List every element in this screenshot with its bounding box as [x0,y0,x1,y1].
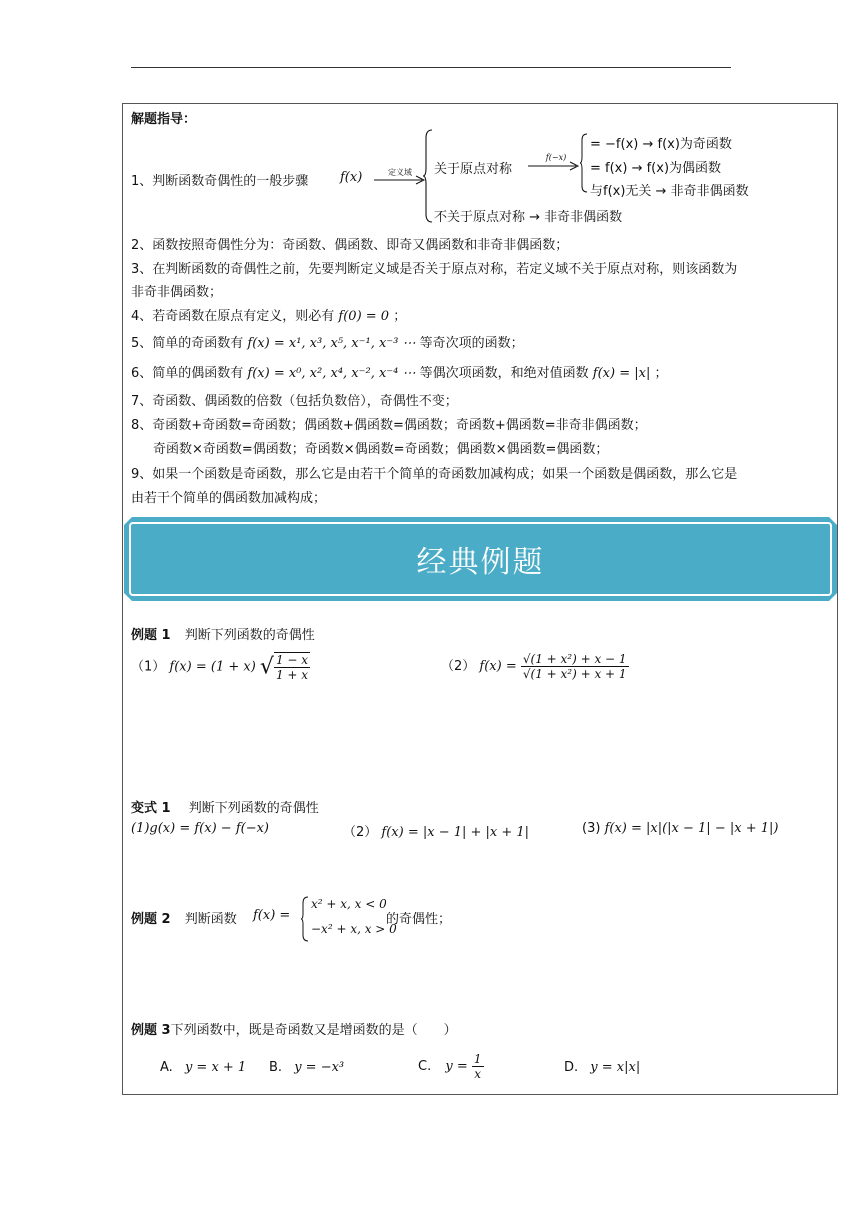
example-1-part-2-number: （2） [441,659,476,674]
guide-item-5 [131,332,524,351]
variant-1-part-2-number: （2） [343,825,378,840]
guide-branch-not-symmetric: 不关于原点对称 → 非奇非偶函数 [434,210,623,225]
guide-branch-arrow [526,161,584,171]
example-2-lhs: f(x) = [253,908,291,923]
example-3-label: 例题 3 [131,1023,171,1038]
example-2-label: 例题 2 [131,912,171,927]
example-2-brace [300,895,310,943]
guide-item-6-middle: 等偶次项函数，和绝对值函数 [419,366,589,381]
example-1-part-2-lhs: f(x) = [479,659,517,674]
option-c-label: C. [418,1059,432,1074]
example-1-heading [131,624,315,643]
section-banner [124,517,837,601]
example-3-heading [131,1019,457,1038]
option-d-formula: y = x|x| [590,1060,641,1075]
guide-item-3-line2: 非奇非偶函数； [131,285,223,300]
example-3-option-c[interactable] [418,1052,484,1081]
guide-item-5-formula: f(x) = x¹, x³, x⁵, x⁻¹, x⁻³ ⋯ [247,336,416,351]
guide-item-6-prefix: 6、简单的偶函数有 [131,366,244,381]
guide-case-odd: = −f(x) → f(x)为奇函数 [590,137,732,152]
variant-1-part-2-formula: f(x) = |x − 1| + |x + 1| [381,825,530,840]
guide-item-2: 2、函数按照奇偶性分为：奇函数、偶函数、即奇又偶函数和非奇非偶函数； [131,238,569,253]
guide-item-8-line2: 奇函数×奇函数=偶函数；奇函数×偶函数=奇函数；偶函数×偶函数=偶函数； [153,442,609,457]
guide-item-6 [131,362,668,381]
example-3-prompt: 下列函数中，既是奇函数又是增函数的是（ ） [170,1023,457,1038]
example-1-part-1 [131,652,310,682]
guide-item-6-suffix: ； [654,366,668,381]
radical-sign: √ [259,654,274,680]
guide-item-4-prefix: 4、若奇函数在原点有定义，则必有 [131,309,335,324]
example-1-part-2-fraction [521,652,629,681]
example-1-part-1-lhs: f(x) = (1 + x) [169,659,256,675]
variant-1-part-3 [582,821,778,836]
option-b-formula: y = −x³ [294,1060,345,1075]
example-1-part-1-fraction [274,652,310,682]
option-c-denominator: x [474,1067,482,1081]
variant-1-label: 变式 1 [131,801,171,816]
example-1-label: 例题 1 [131,628,171,643]
guide-item-4-suffix: ； [393,309,407,324]
guide-big-brace [422,128,434,224]
option-c-lhs: y = [445,1059,468,1074]
example-2-suffix: 的奇偶性； [386,912,452,927]
guide-step1-prefix: 1、判断函数奇偶性的一般步骤 [131,174,309,189]
guide-branch-symmetric: 关于原点对称 [434,162,513,177]
option-a-label: A. [160,1060,173,1075]
option-a-formula: y = x + 1 [184,1060,247,1075]
guide-case-none: 与f(x)无关 → 非奇非偶函数 [590,184,749,199]
guide-item-4 [131,305,406,324]
guide-item-6-formula: f(x) = x⁰, x², x⁴, x⁻², x⁻⁴ ⋯ [247,366,416,381]
guide-item-7: 7、奇函数、偶函数的倍数（包括负数倍），奇偶性不变； [131,394,458,409]
variant-1-part-1: (1)g(x) = f(x) − f(−x) [131,821,269,836]
guide-item-3-line1: 3、在判断函数的奇偶性之前，先要判断定义域是否关于原点对称，若定义域不关于原点对称，则该函数为 [131,262,738,277]
guide-item-5-suffix: 等奇次项的函数； [419,336,524,351]
variant-1-heading [131,797,319,816]
example-1-part-2-numerator: √(1 + x²) + x − 1 [522,652,627,666]
option-d-label: D. [564,1060,579,1075]
variant-1-prompt: 判断下列函数的奇偶性 [188,801,319,816]
example-1-part-1-numerator: 1 − x [275,653,309,667]
banner-title: 经典例题 [416,545,545,580]
example-1-part-2 [441,652,629,681]
variant-1-part-3-number: (3) [582,821,601,836]
guide-step1-fx: f(x) [340,170,363,185]
guide-item-6-formula2: f(x) = |x| [592,366,651,381]
guide-item-5-prefix: 5、简单的奇函数有 [131,336,244,351]
header-rule [131,67,731,68]
guide-item-9-line2: 由若干个简单的偶函数加减构成； [131,491,327,506]
example-1-prompt: 判断下列函数的奇偶性 [184,628,315,643]
variant-1-part-2 [343,821,529,840]
guide-case-even: = f(x) → f(x)为偶函数 [590,161,722,176]
example-1-part-2-denominator: √(1 + x²) + x + 1 [522,667,627,681]
guide-item-9-line1: 9、如果一个函数是奇函数，那么它是由若干个简单的奇函数加减构成；如果一个函数是偶函数，那么它是 [131,467,738,482]
example-3-option-a[interactable] [160,1060,246,1075]
example-2-case-2: −x² + x, x > 0 [311,922,397,936]
example-1-part-1-number: （1） [131,659,166,675]
guide-item-8-line1: 8、奇函数+奇函数=奇函数；偶函数+偶函数=偶函数；奇函数+偶函数=非奇非偶函数； [131,418,647,433]
option-c-fraction [472,1052,484,1081]
example-3-option-b[interactable] [269,1060,344,1075]
guide-branch-arrow-label: f(−x) [545,153,567,162]
example-2-heading [131,908,237,927]
variant-1-part-3-formula: f(x) = |x|(|x − 1| − |x + 1|) [604,821,779,836]
guide-small-brace [579,132,589,194]
option-c-numerator: 1 [473,1052,482,1066]
example-3-option-d[interactable] [564,1060,640,1075]
example-2-prompt: 判断函数 [184,912,237,927]
example-2-case-1: x² + x, x < 0 [311,897,387,911]
guide-step1-arrow-label: 定义域 [388,168,412,177]
guide-item-4-formula: f(0) = 0 [338,309,390,324]
example-1-part-1-denominator: 1 + x [275,668,309,682]
option-b-label: B. [269,1060,283,1075]
guide-heading: 解题指导： [131,112,197,127]
